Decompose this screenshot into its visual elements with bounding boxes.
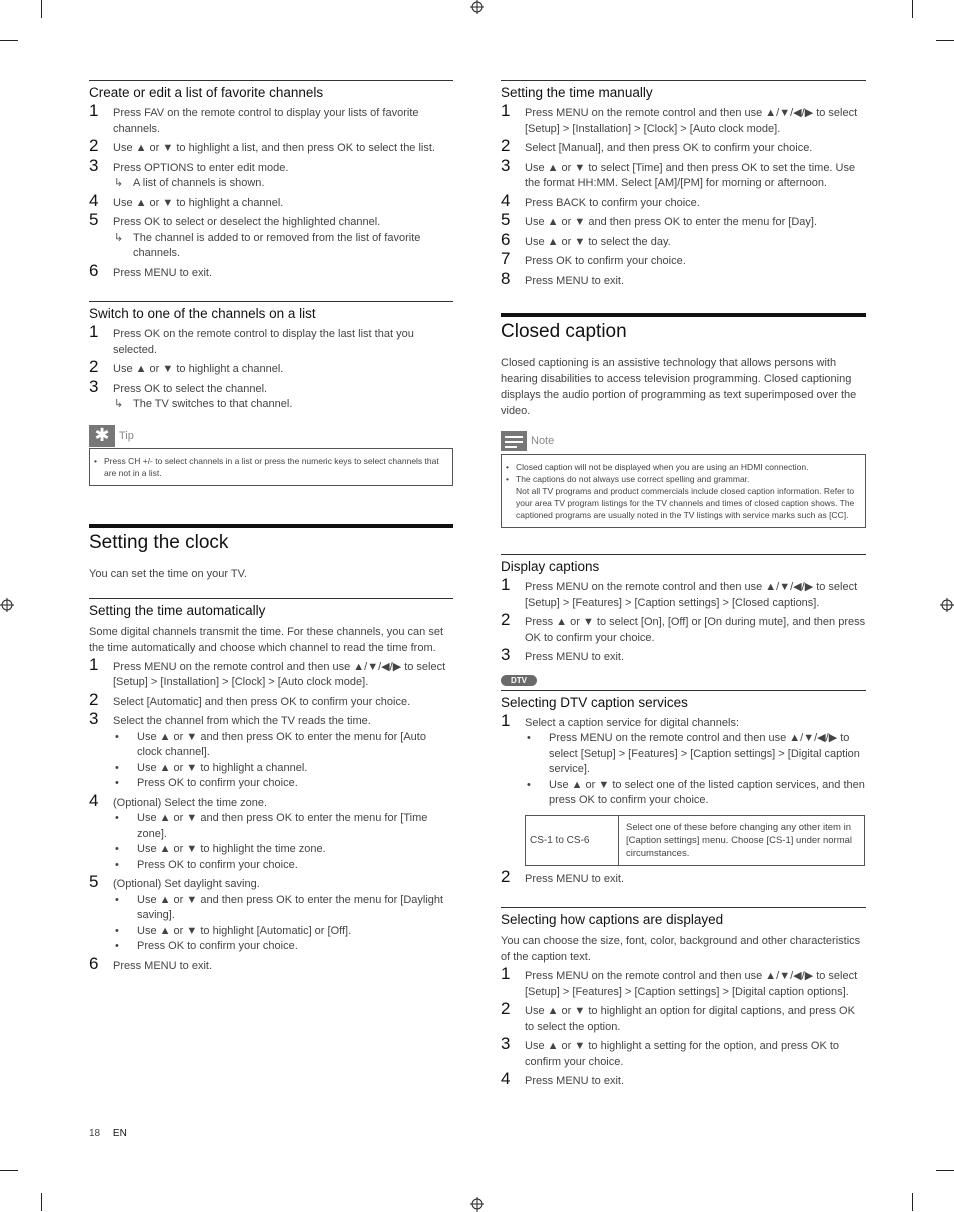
step-item <box>89 210 453 262</box>
registration-mark-icon <box>469 0 485 16</box>
step-list <box>501 101 866 289</box>
step-text: Use ▲ or ▼ to select the day. <box>525 235 671 248</box>
intro-text: Some digital channels transmit the time. For these channels, you can set the time automatically and choose which channel to read the time from. <box>89 625 444 654</box>
step-item <box>89 357 453 378</box>
step-number: 1 <box>501 575 511 594</box>
intro-text: Closed captioning is an assistive technology that allows persons with hearing disabilities to access television programming. Closed captioning displays the audio portion of programming as text superimposed over the video. <box>501 357 857 417</box>
step-number: 8 <box>501 268 511 288</box>
language-code: EN <box>112 1128 127 1139</box>
section-heading: Selecting how captions are displayed <box>501 907 866 927</box>
step-number: 1 <box>501 710 511 730</box>
step-item <box>89 953 453 975</box>
step-number: 2 <box>501 999 511 1018</box>
step-item <box>89 101 453 137</box>
step-result: ↳ The TV switches to that channel. <box>113 397 453 413</box>
section-heading: Create or edit a list of favorite channels <box>89 80 453 100</box>
step-item <box>89 136 453 157</box>
step-text: Press MENU to exit. <box>113 959 213 972</box>
right-column <box>501 80 866 1094</box>
step-bullet: • Press OK to confirm your choice. <box>113 858 453 874</box>
table-row <box>526 815 865 865</box>
step-text: Press OK to select the channel. <box>113 382 268 395</box>
step-text: Press ▲ or ▼ to select [On], [Off] or [On during mute], and then press OK to confirm your choice. <box>525 616 866 644</box>
page-section-title: Setting the clock <box>89 524 453 554</box>
table-cell-service: CS-1 to CS-6 <box>526 815 619 865</box>
step-item <box>501 1069 866 1090</box>
note-box <box>501 454 866 528</box>
step-text: Press OK to select or deselect the highlighted channel. <box>113 216 381 228</box>
step-text: Use ▲ or ▼ to select [Time] and then press OK to set the time. Use the format HH:MM. Select [AM]/[PM] for morning or afternoon. <box>525 161 856 189</box>
step-item <box>501 575 866 611</box>
step-number: 1 <box>501 964 511 983</box>
step-item <box>501 101 866 137</box>
step-item <box>501 190 866 212</box>
step-result: ↳ The channel is added to or removed from the list of favorite channels. <box>113 231 453 262</box>
step-text: Press MENU to exit. <box>525 1075 625 1087</box>
step-text: Select [Manual], and then press OK to confirm your choice. <box>525 142 813 154</box>
step-item <box>501 229 866 251</box>
step-item <box>501 710 866 809</box>
note-item: • Closed caption will not be displayed when you are using an HDMI connection. <box>510 461 861 473</box>
step-item <box>89 322 453 358</box>
step-text: Select a caption service for digital channels: <box>525 716 740 729</box>
step-text: (Optional) Set daylight saving. <box>113 878 260 890</box>
step-item <box>501 1034 866 1070</box>
step-item <box>89 376 453 413</box>
step-text: Use ▲ or ▼ to highlight a channel. <box>113 363 284 375</box>
step-item <box>89 709 453 792</box>
step-number: 6 <box>501 229 511 249</box>
step-bullet: • Use ▲ or ▼ and then press OK to enter the menu for [Daylight saving]. <box>113 893 453 924</box>
step-text: Press OK to confirm your choice. <box>525 255 686 267</box>
step-number: 3 <box>501 645 511 664</box>
step-text: Press OPTIONS to enter edit mode. <box>113 161 289 174</box>
tip-header <box>89 425 453 447</box>
step-result: ↳ A list of channels is shown. <box>113 176 453 192</box>
intro-text: You can set the time on your TV. <box>89 567 247 580</box>
step-number: 6 <box>89 260 99 280</box>
step-text: (Optional) Select the time zone. <box>113 796 268 809</box>
step-number: 5 <box>89 872 99 891</box>
step-number: 4 <box>89 190 99 210</box>
step-number: 4 <box>501 1069 511 1088</box>
table-cell-description: Select one of these before changing any other item in [Caption settings] menu. Choose [CS-1] under normal circumstances. <box>619 815 865 865</box>
intro-text: You can choose the size, font, color, background and other characteristics of the caption text. <box>501 935 861 963</box>
step-item <box>501 136 866 157</box>
step-bullet: • Press MENU on the remote control and then use ▲/▼/◀/▶ to select [Setup] > [Features] > [Caption settings] > [Digital caption service]. <box>525 731 866 778</box>
step-text: Use ▲ or ▼ and then press OK to enter the menu for [Day]. <box>525 216 818 228</box>
step-number: 1 <box>89 322 99 341</box>
step-item <box>501 645 866 666</box>
step-number: 4 <box>501 190 511 210</box>
step-number: 6 <box>89 953 99 973</box>
step-item <box>501 210 866 231</box>
step-item <box>89 654 453 691</box>
step-item <box>89 190 453 212</box>
step-text: Press FAV on the remote control to display your lists of favorite channels. <box>113 107 419 135</box>
note-item: • The captions do not always use correct spelling and grammar. <box>510 473 861 485</box>
section-heading: Display captions <box>501 554 866 574</box>
step-text: Select the channel from which the TV reads the time. <box>113 715 371 727</box>
step-text: Use ▲ or ▼ to highlight a channel. <box>113 196 284 209</box>
step-number: 1 <box>501 101 511 120</box>
step-item <box>89 872 453 955</box>
step-bullet: • Use ▲ or ▼ to select one of the listed caption services, and then press OK to confirm your choice. <box>525 778 866 809</box>
tip-text: • Press CH +/- to select channels in a list or press the numeric keys to select channels that are not in a list. <box>98 455 448 479</box>
left-column <box>89 80 453 978</box>
step-list <box>89 101 453 281</box>
step-text: Press MENU on the remote control and then use ▲/▼/◀/▶ to select [Setup] > [Installation] > [Clock] > [Auto clock mode]. <box>113 660 446 688</box>
registration-mark-icon <box>469 1196 485 1212</box>
step-bullet: • Press OK to confirm your choice. <box>113 939 453 955</box>
step-number: 3 <box>501 155 511 175</box>
step-number: 5 <box>501 210 511 229</box>
tip-label: Tip <box>119 429 134 442</box>
step-item <box>501 268 866 290</box>
step-bullet: • Use ▲ or ▼ to highlight the time zone. <box>113 842 453 858</box>
step-item <box>89 689 453 711</box>
step-item <box>501 999 866 1035</box>
step-text: Use ▲ or ▼ to highlight an option for digital captions, and press OK to select the option. <box>525 1005 855 1033</box>
section-heading: Switch to one of the channels on a list <box>89 301 453 321</box>
step-number: 3 <box>501 1034 511 1053</box>
step-number: 2 <box>89 357 99 376</box>
step-item <box>501 155 866 192</box>
note-icon <box>501 431 527 451</box>
step-item <box>501 866 866 888</box>
step-text: Press BACK to confirm your choice. <box>525 196 700 209</box>
registration-mark-icon <box>0 597 16 613</box>
registration-mark-icon <box>938 597 954 613</box>
step-item <box>501 249 866 270</box>
note-item: Not all TV programs and product commercials include closed caption information. Refer to your area TV program listings for the TV channels and times of closed caption shows. The captioned programs are usually noted in the TV listings with service marks such as [CC]. <box>516 486 855 520</box>
step-number: 5 <box>89 210 99 229</box>
step-item <box>501 964 866 1000</box>
page-number: 18 <box>89 1128 101 1139</box>
step-text: Press MENU on the remote control and then use ▲/▼/◀/▶ to select [Setup] > [Features] > [Caption settings] > [Closed captions]. <box>525 581 858 609</box>
step-bullet: • Use ▲ or ▼ and then press OK to enter the menu for [Time zone]. <box>113 811 453 842</box>
step-text: Press OK on the remote control to display the last list that you selected. <box>113 328 414 356</box>
step-list <box>89 654 453 975</box>
note-label: Note <box>531 435 555 447</box>
page-footer <box>89 1128 127 1139</box>
step-item <box>89 260 453 282</box>
caption-service-table <box>525 815 865 866</box>
step-bullet: • Use ▲ or ▼ and then press OK to enter the menu for [Auto clock channel]. <box>113 730 453 761</box>
step-text: Press MENU to exit. <box>525 274 625 287</box>
step-number: 4 <box>89 790 99 810</box>
step-bullet: • Press OK to confirm your choice. <box>113 776 453 792</box>
step-number: 3 <box>89 376 99 396</box>
step-number: 2 <box>89 136 99 155</box>
step-list <box>501 575 866 666</box>
step-text: Press MENU to exit. <box>525 872 625 885</box>
step-number: 2 <box>501 136 511 155</box>
dtv-badge: DTV <box>501 675 537 686</box>
step-number: 1 <box>89 654 99 674</box>
tip-box <box>89 448 453 486</box>
step-list <box>501 710 866 888</box>
step-text: Select [Automatic] and then press OK to confirm your choice. <box>113 695 411 708</box>
section-heading: Setting the time automatically <box>89 598 453 618</box>
step-text: Use ▲ or ▼ to highlight a setting for the option, and press OK to confirm your choice. <box>525 1040 840 1068</box>
step-number: 3 <box>89 709 99 728</box>
step-item <box>501 610 866 646</box>
step-list <box>501 964 866 1090</box>
page-section-title: Closed caption <box>501 313 866 343</box>
step-list <box>89 322 453 413</box>
step-bullet: • Use ▲ or ▼ to highlight a channel. <box>113 761 453 777</box>
section-heading: Selecting DTV caption services <box>501 690 866 710</box>
tip-icon: ✱ <box>89 425 115 447</box>
note-header <box>501 431 866 451</box>
step-text: Use ▲ or ▼ to highlight a list, and then press OK to select the list. <box>113 142 435 154</box>
step-bullet: • Use ▲ or ▼ to highlight [Automatic] or [Off]. <box>113 924 453 940</box>
section-heading: Setting the time manually <box>501 80 866 100</box>
step-number: 2 <box>501 610 511 629</box>
step-number: 2 <box>89 689 99 709</box>
step-number: 2 <box>501 866 511 886</box>
step-number: 1 <box>89 101 99 120</box>
step-item <box>89 155 453 192</box>
step-text: Press MENU to exit. <box>525 651 625 663</box>
step-text: Press MENU to exit. <box>113 266 213 279</box>
step-number: 7 <box>501 249 511 268</box>
step-text: Press MENU on the remote control and then use ▲/▼/◀/▶ to select [Setup] > [Installation] > [Clock] > [Auto clock mode]. <box>525 107 858 135</box>
step-number: 3 <box>89 155 99 175</box>
step-text: Press MENU on the remote control and then use ▲/▼/◀/▶ to select [Setup] > [Features] > [Caption settings] > [Digital caption options]. <box>525 970 858 998</box>
step-item <box>89 790 453 874</box>
